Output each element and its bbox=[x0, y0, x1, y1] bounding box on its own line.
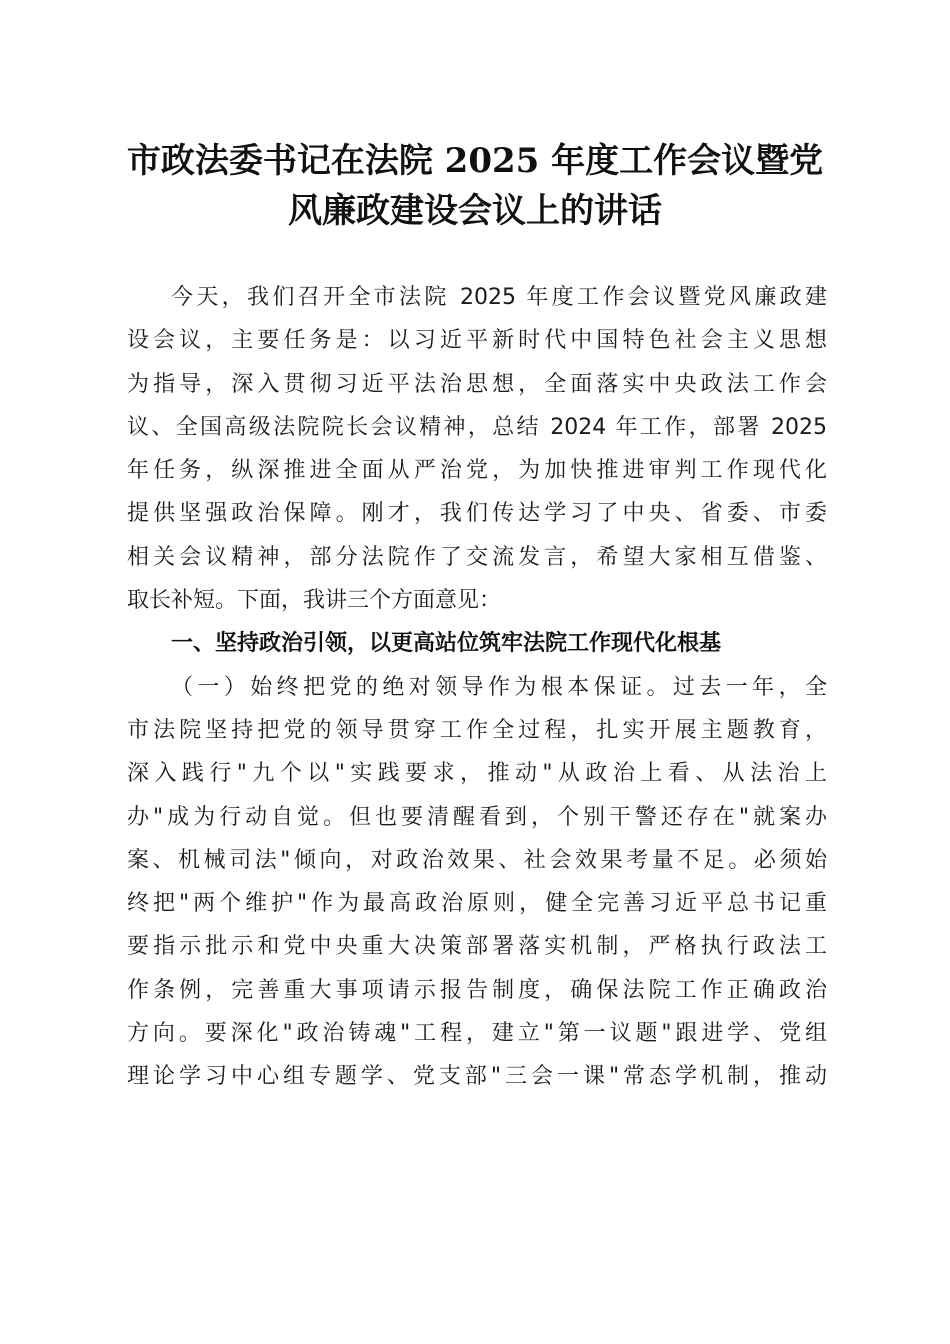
paragraph-intro bbox=[127, 276, 827, 622]
document-title-line-2: 风廉政建设会议上的讲话 bbox=[288, 191, 662, 231]
paragraph-line: 相关会议精神，部分法院作了交流发言，希望大家相互借鉴、 bbox=[127, 544, 827, 570]
paragraph-line: 要指示批示和党中央重大决策部署落实机制，严格执行政法工 bbox=[127, 934, 827, 960]
paragraph-line: 市法院坚持把党的领导贯穿工作全过程，扎实开展主题教育， bbox=[127, 717, 827, 743]
paragraph-line: 设会议，主要任务是：以习近平新时代中国特色社会主义思想 bbox=[127, 328, 827, 354]
paragraph-line: 年任务，纵深推进全面从严治党，为加快推进审判工作现代化 bbox=[127, 458, 827, 484]
paragraph-line: 作条例，完善重大事项请示报告制度，确保法院工作正确政治 bbox=[127, 977, 827, 1003]
document-title-line-1: 市政法委书记在法院 2025 年度工作会议暨党 bbox=[126, 141, 824, 181]
paragraph-line: 提供坚强政治保障。刚才，我们传达学习了中央、省委、市委 bbox=[127, 501, 827, 527]
paragraph-line: 理论学习中心组专题学、党支部"三会一课"常态学机制，推动 bbox=[127, 1064, 827, 1090]
paragraph-line: 方向。要深化"政治铸魂"工程，建立"第一议题"跟进学、党组 bbox=[127, 1021, 827, 1047]
paragraph-line: 深入践行"九个以"实践要求，推动"从政治上看、从法治上 bbox=[127, 761, 827, 787]
paragraph-line: 终把"两个维护"作为最高政治原则，健全完善习近平总书记重 bbox=[127, 891, 827, 917]
paragraph-line: 今天，我们召开全市法院 2025 年度工作会议暨党风廉政建 bbox=[171, 285, 827, 310]
section-heading-1: 一、坚持政治引领，以更高站位筑牢法院工作现代化根基 bbox=[171, 631, 722, 657]
document-body bbox=[127, 276, 827, 1099]
paragraph-line: 办"成为行动自觉。但也要清醒看到，个别干警还存在"就案办 bbox=[127, 804, 827, 830]
paragraph-line: 取长补短。下面，我讲三个方面意见： bbox=[127, 588, 502, 614]
paragraph-line: （一）始终把党的绝对领导作为根本保证。过去一年，全 bbox=[171, 674, 827, 700]
paragraph-line: 议、全国高级法院院长会议精神，总结 2024 年工作，部署 2025 bbox=[127, 414, 827, 440]
paragraph-line: 案、机械司法"倾向，对政治效果、社会效果考量不足。必须始 bbox=[127, 847, 827, 873]
paragraph-line: 为指导，深入贯彻习近平法治思想，全面落实中央政法工作会 bbox=[127, 371, 827, 397]
paragraph-section-1-1 bbox=[127, 666, 827, 1099]
